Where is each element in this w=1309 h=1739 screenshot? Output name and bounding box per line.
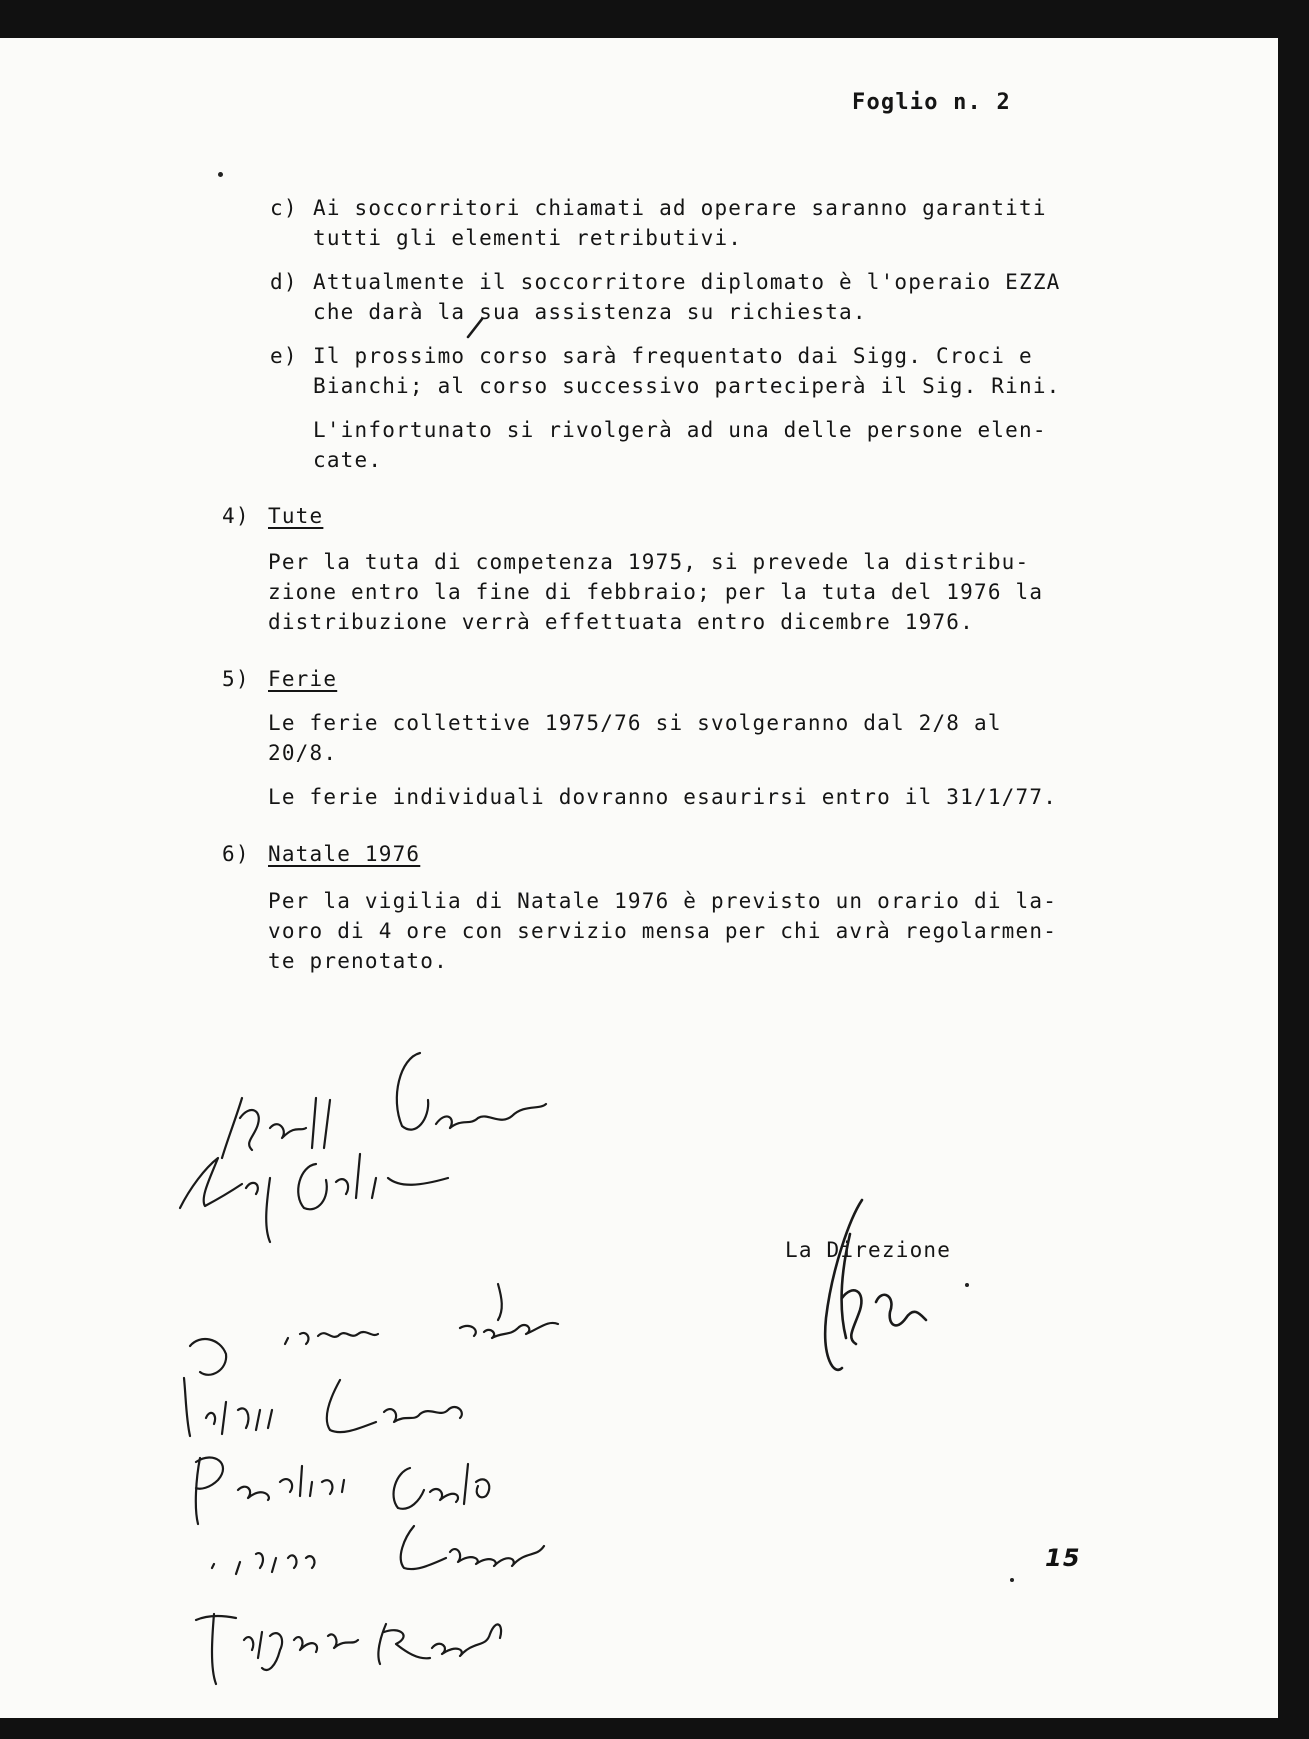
section-4-p1-l1: Per la tuta di competenza 1975, si prevede la distribu- — [268, 550, 1030, 574]
signature-7 — [196, 1614, 501, 1684]
note-line-1: L'infortunato si rivolgerà ad una delle persone elen- — [313, 418, 1047, 442]
item-d-line-2: che darà la sua assistenza su richiesta. — [313, 300, 867, 324]
section-5-p1-l2: 20/8. — [268, 741, 338, 765]
section-5-number: 5) — [222, 667, 250, 691]
item-e-line-1: Il prossimo corso sarà frequentato dai Sigg. Croci e — [313, 344, 1033, 368]
signature-3 — [285, 1284, 558, 1344]
item-d-label: d) — [270, 270, 298, 294]
sheet-number: Foglio n. 2 — [852, 90, 1011, 115]
strike-mark — [468, 319, 482, 337]
section-6-title: Natale 1976 — [268, 842, 421, 866]
section-5-title: Ferie — [268, 667, 338, 691]
item-d-line-1: Attualmente il soccorritore diplomato è l'operaio EZZA — [313, 270, 1061, 294]
signature-direction — [825, 1200, 926, 1370]
item-e-line-2: Bianchi; al corso successivo parteciperà il Sig. Rini. — [313, 374, 1061, 398]
section-6-number: 6) — [222, 842, 250, 866]
page-number: 15 — [1045, 1544, 1081, 1572]
signature-2 — [180, 1154, 448, 1242]
signature-6 — [212, 1526, 544, 1574]
section-5-p1-l1: Le ferie collettive 1975/76 si svolgeranno dal 2/8 al — [268, 711, 1002, 735]
section-4-number: 4) — [222, 504, 250, 528]
item-e-label: e) — [270, 344, 298, 368]
section-6-p1-l3: te prenotato. — [268, 949, 448, 973]
section-4-p1-l3: distribuzione verrà effettuata entro dicembre 1976. — [268, 610, 974, 634]
signature-4 — [184, 1339, 462, 1436]
item-c-label: c) — [270, 196, 298, 220]
section-4-p1-l2: zione entro la fine di febbraio; per la tuta del 1976 la — [268, 580, 1044, 604]
item-c-line-2: tutti gli elementi retributivi. — [313, 226, 743, 250]
signature-1 — [222, 1053, 546, 1158]
section-5-p2-l1: Le ferie individuali dovranno esaurirsi entro il 31/1/77. — [268, 785, 1058, 809]
item-c-line-1: Ai soccorritori chiamati ad operare saranno garantiti — [313, 196, 1047, 220]
section-4-title: Tute — [268, 504, 324, 528]
section-6-p1-l2: voro di 4 ore con servizio mensa per chi avrà regolarmen- — [268, 919, 1058, 943]
signature-5 — [196, 1457, 489, 1524]
document-page — [0, 38, 1278, 1718]
note-line-2: cate. — [313, 448, 383, 472]
direction-label: La Direzione — [785, 1238, 952, 1262]
handwritten-signatures — [0, 38, 1278, 1718]
section-6-p1-l1: Per la vigilia di Natale 1976 è previsto un orario di la- — [268, 889, 1058, 913]
